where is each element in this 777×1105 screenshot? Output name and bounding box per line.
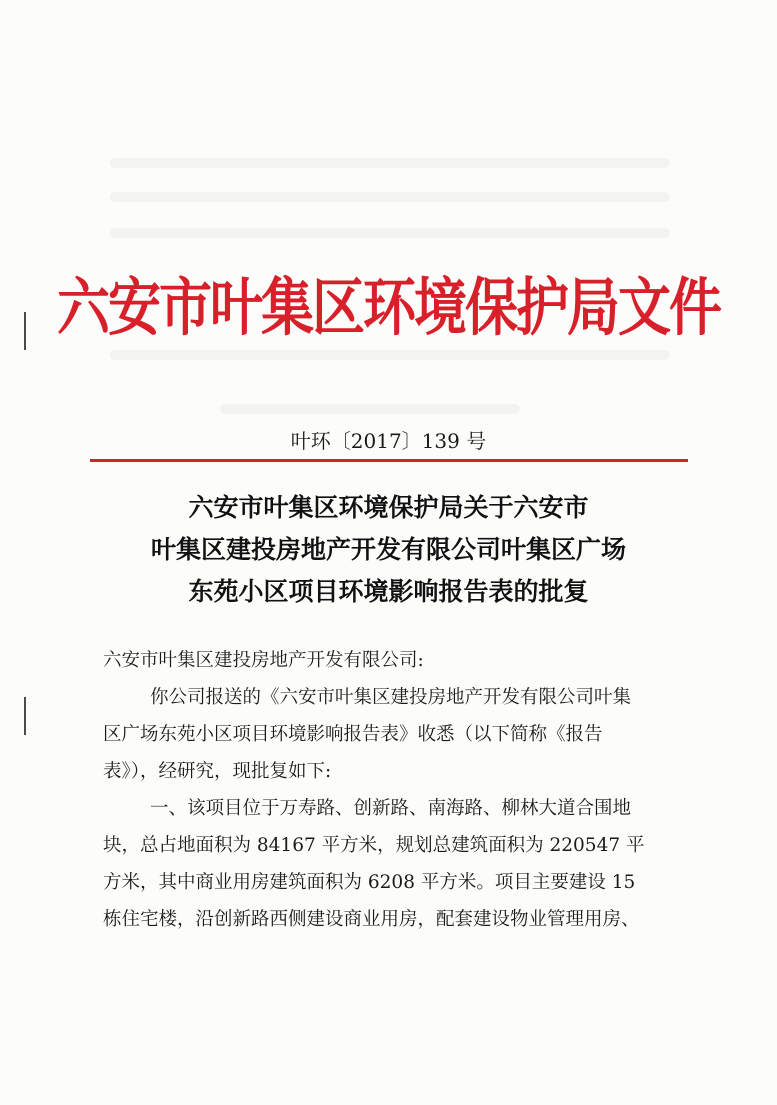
scan-artifact [110,228,670,238]
subject-line: 叶集区建投房地产开发有限公司叶集区广场 [150,535,626,564]
document-header-title: 六安市叶集区环境保护局文件 [57,272,720,345]
document-body [103,642,703,938]
body-line: 表》），经研究，现批复如下: [103,761,332,782]
addressee: 六安市叶集区建投房地产开发有限公司: [103,650,424,671]
scan-artifact [110,158,670,168]
subject-line: 东苑小区项目环境影响报告表的批复 [188,577,589,606]
document-number: 叶环〔2017〕139 号 [290,429,487,453]
body-line: 你公司报送的《六安市叶集区建投房地产开发有限公司叶集 [150,687,632,708]
document-subject [0,487,777,613]
body-line: 方米，其中商业用房建筑面积为 6208 平方米。项目主要建设 15 [103,872,636,893]
binder-hole-mark [24,697,26,735]
body-line: 一、该项目位于万寿路、创新路、南海路、柳林大道合围地 [150,798,632,819]
body-line: 区广场东苑小区项目环境影响报告表》收悉（以下简称《报告 [103,724,603,745]
body-line: 块，总占地面积为 84167 平方米，规划总建筑面积为 220547 平 [103,835,645,856]
scan-artifact [220,404,520,414]
scan-artifact [110,350,670,360]
scan-artifact [110,192,670,202]
subject-line: 六安市叶集区环境保护局关于六安市 [188,493,589,522]
header-red-rule [90,459,688,462]
body-line: 栋住宅楼，沿创新路西侧建设商业用房，配套建设物业管理用房、 [103,909,640,930]
